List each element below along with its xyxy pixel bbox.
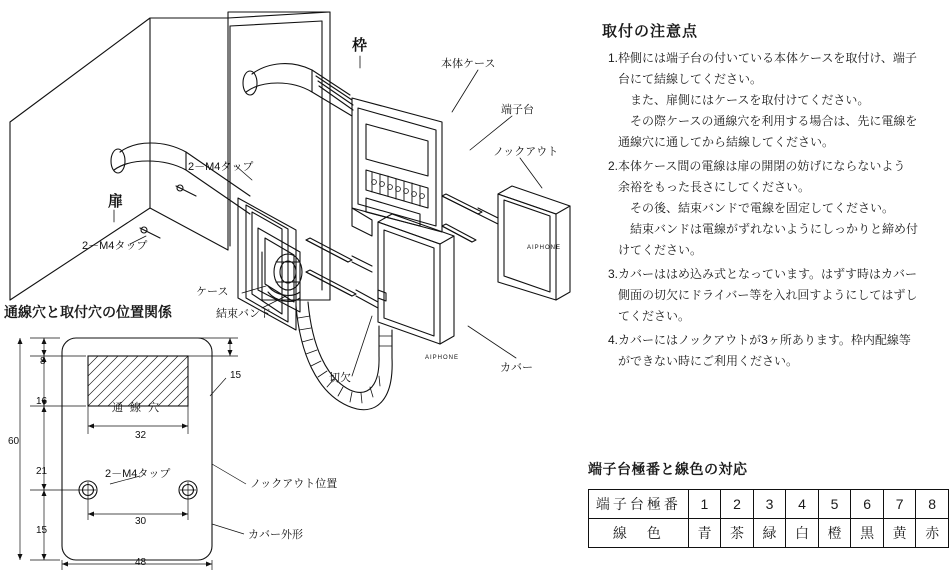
brand-mark-lower: AIPHONE (425, 355, 460, 361)
label-tap-upper: 2－M4タップ (188, 161, 254, 173)
note-body (618, 264, 946, 327)
note-line: てください。 (618, 309, 691, 323)
hole-layout-title: 通線穴と取付穴の位置関係 (4, 304, 172, 320)
label-cable-tie: 結束バンド (216, 308, 271, 320)
note-item (596, 156, 946, 261)
label-tobira: 扉 (108, 193, 124, 210)
label-case: ケース (196, 286, 229, 298)
note-item (596, 264, 946, 327)
row-header: 線 色 (589, 519, 689, 548)
cell: 1 (688, 490, 721, 519)
note-number: 2. (607, 159, 618, 173)
label-knockout-position: ノックアウト位置 (250, 478, 338, 490)
cell: 青 (688, 519, 721, 548)
wire-table-title: 端子台極番と線色の対応 (588, 461, 748, 477)
note-line: また、扉側にはケースを取付けてください。 (630, 93, 870, 107)
label-wire-hole: 通 線 穴 (112, 402, 162, 414)
note-body (618, 330, 946, 372)
cell: 黄 (883, 519, 916, 548)
label-tap-holes: 2－M4タップ (105, 468, 171, 480)
label-waku: 枠 (352, 37, 368, 54)
dim-32: 32 (135, 430, 147, 441)
label-main-case: 本体ケース (441, 58, 496, 70)
note-line: カバーははめ込み式となっています。はずす時はカバー (618, 267, 918, 281)
wire-color-table (588, 489, 949, 548)
note-line: けてください。 (618, 243, 703, 257)
cell: 白 (786, 519, 819, 548)
cell: 橙 (818, 519, 851, 548)
cell: 3 (753, 490, 786, 519)
dim-15-left: 15 (36, 525, 48, 536)
notes-title: 取付の注意点 (602, 23, 699, 40)
note-item (596, 330, 946, 372)
cell: 黒 (851, 519, 884, 548)
table-row (589, 519, 949, 548)
brand-mark-upper: AIPHONE (527, 245, 562, 251)
cell: 2 (721, 490, 754, 519)
dim-8: 8 (40, 356, 46, 367)
note-line: 台にて結線してください。 (618, 72, 763, 86)
dim-21: 21 (36, 466, 48, 477)
cell: 5 (818, 490, 851, 519)
note-line: 結束バンドは電線がずれないようにしっかりと締め付 (630, 222, 919, 236)
cell: 7 (883, 490, 916, 519)
label-knockout: ノックアウト (493, 146, 559, 158)
note-line: ができない時にご利用ください。 (618, 354, 799, 368)
notes-pane (588, 0, 949, 581)
label-cover: カバー (500, 362, 533, 374)
cell: 8 (916, 490, 949, 519)
dim-16: 16 (36, 396, 48, 407)
cell: 緑 (753, 519, 786, 548)
row-header: 端子台極番 (589, 490, 689, 519)
note-number: 4. (607, 333, 618, 347)
cell: 赤 (916, 519, 949, 548)
note-body (618, 156, 946, 261)
cell: 6 (851, 490, 884, 519)
label-tap-lower: 2－M4タップ (82, 240, 148, 252)
notes-list (596, 48, 946, 375)
note-body (618, 48, 946, 153)
dim-15-right: 15 (230, 370, 242, 381)
note-number: 1. (607, 51, 618, 65)
note-item (596, 48, 946, 153)
note-number: 3. (607, 267, 618, 281)
dim-48: 48 (135, 557, 147, 568)
note-line: 余裕をもった長さにしてください。 (618, 180, 811, 194)
dim-30: 30 (135, 516, 147, 527)
table-row (589, 490, 949, 519)
label-cover-outline: カバー外形 (248, 529, 303, 541)
note-line: 本体ケース間の電線は扉の開閉の妨げにならないよう (618, 159, 906, 173)
dim-60: 60 (8, 436, 20, 447)
cell: 茶 (721, 519, 754, 548)
label-terminal-block: 端子台 (501, 104, 534, 116)
note-line: カバーにはノックアウトが3ヶ所あります。枠内配線等 (618, 333, 911, 347)
cell: 4 (786, 490, 819, 519)
label-notch: 切欠 (329, 372, 351, 384)
note-line: その後、結束バンドで電線を固定してください。 (630, 201, 895, 215)
note-line: その際ケースの通線穴を利用する場合は、先に電線を (630, 114, 918, 128)
note-line: 通線穴に通してから結線してください。 (618, 135, 835, 149)
note-line: 枠側には端子台の付いている本体ケースを取付け、端子 (618, 51, 917, 65)
note-line: 側面の切欠にドライバー等を入れ回すようにしてはずし (618, 288, 918, 302)
